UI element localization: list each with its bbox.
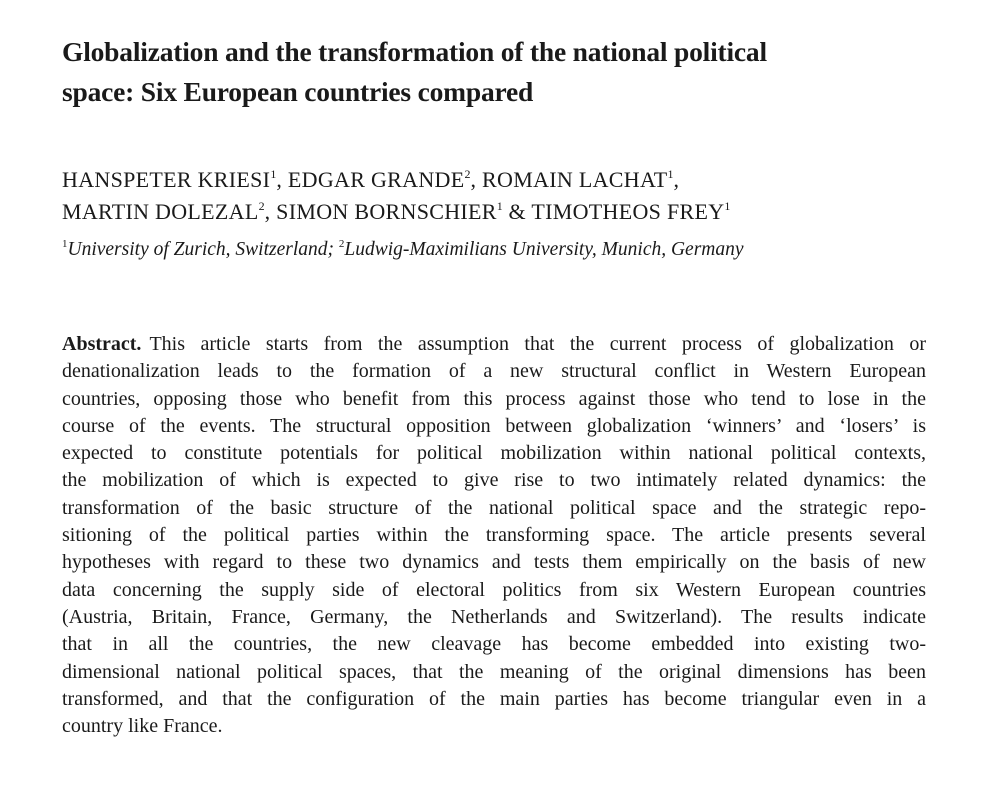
abstract-line-text: This article starts from the assumption that the current process of globalization or: [149, 333, 926, 355]
abstract-line: country like France.: [62, 715, 223, 738]
abstract-line: transformed, and that the configuration of the main parties has become triangular even in a: [62, 687, 926, 710]
author-list: [62, 164, 962, 228]
abstract-line: dimensional national political spaces, that the meaning of the original dimensions has been: [62, 660, 926, 683]
abstract-line: hypotheses with regard to these two dynamics and tests them empirically on the basis of new: [62, 551, 926, 574]
abstract-line: transformation of the basic structure of the national political space and the strategic repo-: [62, 496, 926, 519]
author-affiliation-mark: 2: [258, 199, 265, 213]
author-affiliation-mark: 1: [270, 167, 277, 181]
abstract-line: (Austria, Britain, France, Germany, the Netherlands and Switzerland). The results indicate: [62, 605, 926, 628]
abstract-line: that in all the countries, the new cleavage has become embedded into existing two-: [62, 633, 926, 656]
abstract: [62, 331, 926, 740]
abstract-label: Abstract.: [62, 333, 142, 355]
author-affiliation-mark: 2: [464, 167, 471, 181]
abstract-line: expected to constitute potentials for political mobilization within national political contexts,: [62, 442, 926, 465]
abstract-line: data concerning the supply side of electoral politics from six Western European countries: [62, 578, 926, 601]
affiliation-mark: 1: [62, 238, 68, 250]
abstract-line: the mobilization of which is expected to give rise to two intimately related dynamics: the: [62, 469, 926, 492]
author-affiliation-mark: 1: [667, 167, 674, 181]
author-name: HANSPETER KRIESI: [62, 167, 271, 192]
author-name: , ROMAIN LACHAT: [470, 167, 668, 192]
author-name: , SIMON BORNSCHIER: [264, 199, 497, 224]
author-line-2: [62, 196, 962, 228]
abstract-line: countries, opposing those who benefit from this process against those who tend to lose in the: [62, 387, 926, 410]
abstract-line: denationalization leads to the formation of a new structural conflict in Western European: [62, 360, 926, 383]
author-affiliation-mark: 1: [496, 199, 503, 213]
affiliation-mark: 2: [338, 238, 345, 250]
abstract-line: [62, 331, 926, 358]
author-affiliation-mark: 1: [724, 199, 731, 213]
author-name: & TIMOTHEOS FREY: [502, 199, 725, 224]
affiliation-munich: Ludwig-Maximilians University, Munich, Germany: [344, 239, 744, 260]
abstract-line: course of the events. The structural opposition between globalization ‘winners’ and ‘losers’ is: [62, 414, 926, 437]
affiliations: [62, 236, 962, 264]
author-name: MARTIN DOLEZAL: [62, 199, 259, 224]
author-name: , EDGAR GRANDE: [276, 167, 465, 192]
paper-title: [62, 32, 942, 112]
abstract-line: sitioning of the political parties within the transforming space. The article presents several: [62, 524, 926, 547]
title-line-2: space: Six European countries compared: [62, 76, 534, 107]
author-separator: ,: [673, 167, 680, 192]
title-line-1: Globalization and the transformation of the national political: [62, 36, 767, 67]
affiliation-zurich: University of Zurich, Switzerland;: [67, 239, 339, 260]
author-line-1: [62, 164, 962, 196]
